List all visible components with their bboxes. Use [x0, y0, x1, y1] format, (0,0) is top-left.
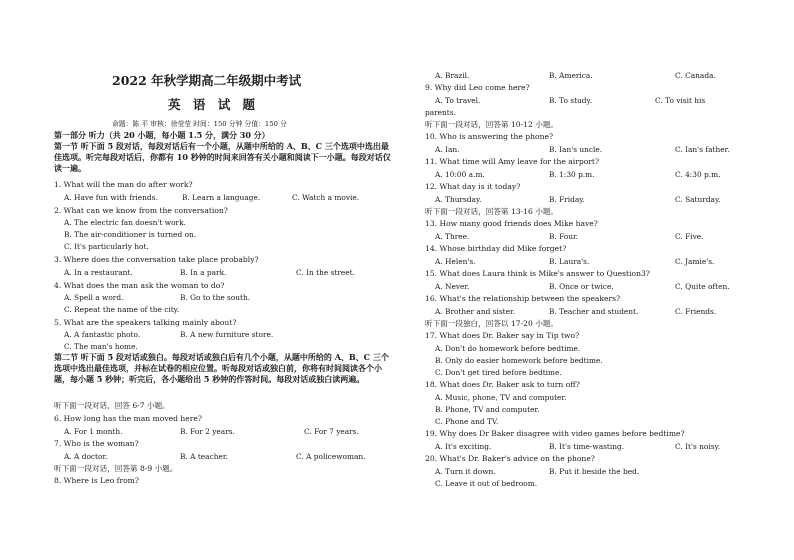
option-a: A. Three. — [435, 232, 470, 241]
option-c: C. Five. — [675, 232, 704, 241]
option-c: C. 4:30 p.m. — [675, 170, 721, 179]
option-b: B. Phone, TV and computer. — [435, 405, 540, 414]
option-b: B. Four. — [549, 232, 579, 241]
option-b: B. Laura's. — [549, 257, 590, 266]
option-c: C. Jamie's. — [675, 257, 715, 266]
listening-prompt: 听下面一段对话，回答 6-7 小题。 — [54, 401, 170, 410]
option-a: A. Music, phone, TV and computer. — [435, 393, 567, 402]
listening-prompt: 听下面一段对话，回答第 8-9 小题。 — [54, 464, 178, 473]
option-b: B. Friday. — [549, 195, 585, 204]
option-c: C. A policewoman. — [296, 452, 366, 461]
question-stem: 17. What does Dr. Baker say in Tip two? — [425, 331, 580, 340]
option-b: B. The air-conditioner is turned on. — [64, 230, 197, 239]
section1-instructions: 第一节 听下面 5 段对话，每段对话后有一个小题，从题中所给的 A、B、C 三个选项中选出最佳选项。听完每段对话后，你都有 10 秒钟的时间来回答有关小题和阅读下一小题。每段对话仅读一遍。 — [54, 141, 391, 173]
option-c: C. Canada. — [675, 71, 716, 80]
option-a: A. Thursday. — [435, 195, 482, 204]
question-stem: 18. What does Dr. Baker ask to turn off? — [425, 380, 580, 389]
option-a: A. 10:00 a.m. — [435, 170, 485, 179]
question-stem: 15. What does Laura think is Mike's answer to Question3? — [425, 269, 650, 278]
option-b: B. Learn a language. — [182, 193, 261, 202]
option-c: C. Leave it out of bedroom. — [435, 479, 538, 488]
option-a: A. Have fun with friends. — [64, 193, 158, 202]
option-b: B. 1:30 p.m. — [549, 170, 595, 179]
section2-instructions: 第二节 听下面 5 段对话或独白。每段对话或独白后有几个小题，从题中所给的 A、B、C 三个选项中选出最佳选项，并标在试卷的相应位置。听每段对话或独白前，你将有时间阅读各个小题，每小题 5 秒钟；听完后，各小题给出 5 秒钟的作答时间。每段对话或独白读两遍。 — [54, 352, 389, 384]
option-a: A. Never. — [435, 282, 470, 291]
question-stem: 10. Who is answering the phone? — [425, 132, 554, 141]
question-stem: 16. What's the relationship between the speakers? — [425, 294, 621, 303]
option-a: A. Spell a word. — [64, 293, 124, 302]
question-stem: 4. What does the man ask the woman to do? — [54, 281, 225, 290]
exam-info: 命题：陈 平 审核：徐莹莹 时间：150 分钟 分值：150 分 — [112, 120, 287, 128]
question-stem: 20. What's Dr. Baker's advice on the phone? — [425, 454, 595, 463]
option-c: C. In the street. — [296, 268, 355, 277]
option-a: A. A fantastic photo. — [64, 330, 141, 339]
option-c: C. Phone and TV. — [435, 417, 499, 426]
option-b: B. Teacher and student. — [549, 307, 639, 316]
option-a: A. To travel. — [435, 96, 481, 105]
question-stem: 3. Where does the conversation take place probably? — [54, 255, 259, 264]
option-b: B. It's time-wasting. — [549, 442, 625, 451]
option-c: C. To visit his — [655, 96, 706, 105]
question-stem: 9. Why did Leo come here? — [425, 83, 530, 92]
option-b: B. A teacher. — [180, 452, 228, 461]
option-c: C. For 7 years. — [304, 427, 359, 436]
option-c: C. Quite often. — [675, 282, 730, 291]
option-a: A. Turn it down. — [435, 467, 496, 476]
option-b: B. For 2 years. — [180, 427, 235, 436]
option-a: A. The electric fan doesn't work. — [64, 218, 186, 227]
option-c: C. It's noisy. — [675, 442, 721, 451]
option-b: B. Go to the south. — [180, 293, 251, 302]
option-b: B. America. — [549, 71, 593, 80]
question-stem: 11. What time will Amy leave for the airport? — [425, 157, 600, 166]
listening-prompt: 听下面一段对话，回答第 13-16 小题。 — [425, 207, 559, 216]
option-b: B. Put it beside the bed. — [549, 467, 640, 476]
option-c: C. Friends. — [675, 307, 717, 316]
question-stem: 8. Where is Leo from? — [54, 476, 139, 485]
option-c: C. Watch a movie. — [292, 193, 360, 202]
question-stem: 2. What can we know from the conversation? — [54, 206, 228, 215]
option-b: B. Only do easier homework before bedtime. — [435, 356, 603, 365]
question-stem: 19. Why does Dr Baker disagree with video games before bedtime? — [425, 429, 685, 438]
listening-prompt: 听下面一段独白，回答以 17-20 小题。 — [425, 319, 559, 328]
option-b: B. Once or twice. — [549, 282, 614, 291]
question-stem: 13. How many good friends does Mike have? — [425, 219, 598, 228]
exam-subject: 英 语 试 题 — [168, 97, 260, 112]
exam-title: 2022 年秋学期高二年级期中考试 — [112, 73, 302, 88]
question-stem: 1. What will the man do after work? — [54, 180, 193, 189]
question-stem: 14. Whose birthday did Mike forget? — [425, 244, 567, 253]
option-c-continued: parents. — [425, 108, 456, 117]
option-b: B. Ian's uncle. — [549, 145, 603, 154]
option-c: C. Saturday. — [675, 195, 721, 204]
option-a: A. For 1 month. — [64, 427, 123, 436]
listening-prompt: 听下面一段对话，回答第 10-12 小题。 — [425, 120, 559, 129]
option-a: A. A doctor. — [64, 452, 108, 461]
question-stem: 7. Who is the woman? — [54, 439, 139, 448]
question-stem: 12. What day is it today? — [425, 182, 521, 191]
option-a: A. Don't do homework before bedtime. — [435, 344, 581, 353]
question-stem: 6. How long has the man moved here? — [54, 414, 202, 423]
option-a: A. Brazil. — [435, 71, 470, 80]
option-b: B. A new furniture store. — [180, 330, 274, 339]
option-c: C. Ian's father. — [675, 145, 730, 154]
option-c: C. The man's home. — [64, 342, 138, 351]
option-a: A. Ian. — [435, 145, 460, 154]
option-a: A. It's exciting. — [435, 442, 492, 451]
option-c: C. It's particularly hot. — [64, 242, 149, 251]
option-b: B. In a park. — [180, 268, 227, 277]
option-a: A. Brother and sister. — [435, 307, 516, 316]
question-stem: 5. What are the speakers talking mainly about? — [54, 318, 237, 327]
option-a: A. Helen's. — [435, 257, 476, 266]
part1-title: 第一部分 听力（共 20 小题，每小题 1.5 分，满分 30 分） — [54, 130, 270, 140]
option-c: C. Repeat the name of the city. — [64, 305, 180, 314]
option-c: C. Don't get tired before bedtime. — [435, 368, 562, 377]
option-a: A. In a restaurant. — [64, 268, 133, 277]
option-b: B. To study. — [549, 96, 593, 105]
